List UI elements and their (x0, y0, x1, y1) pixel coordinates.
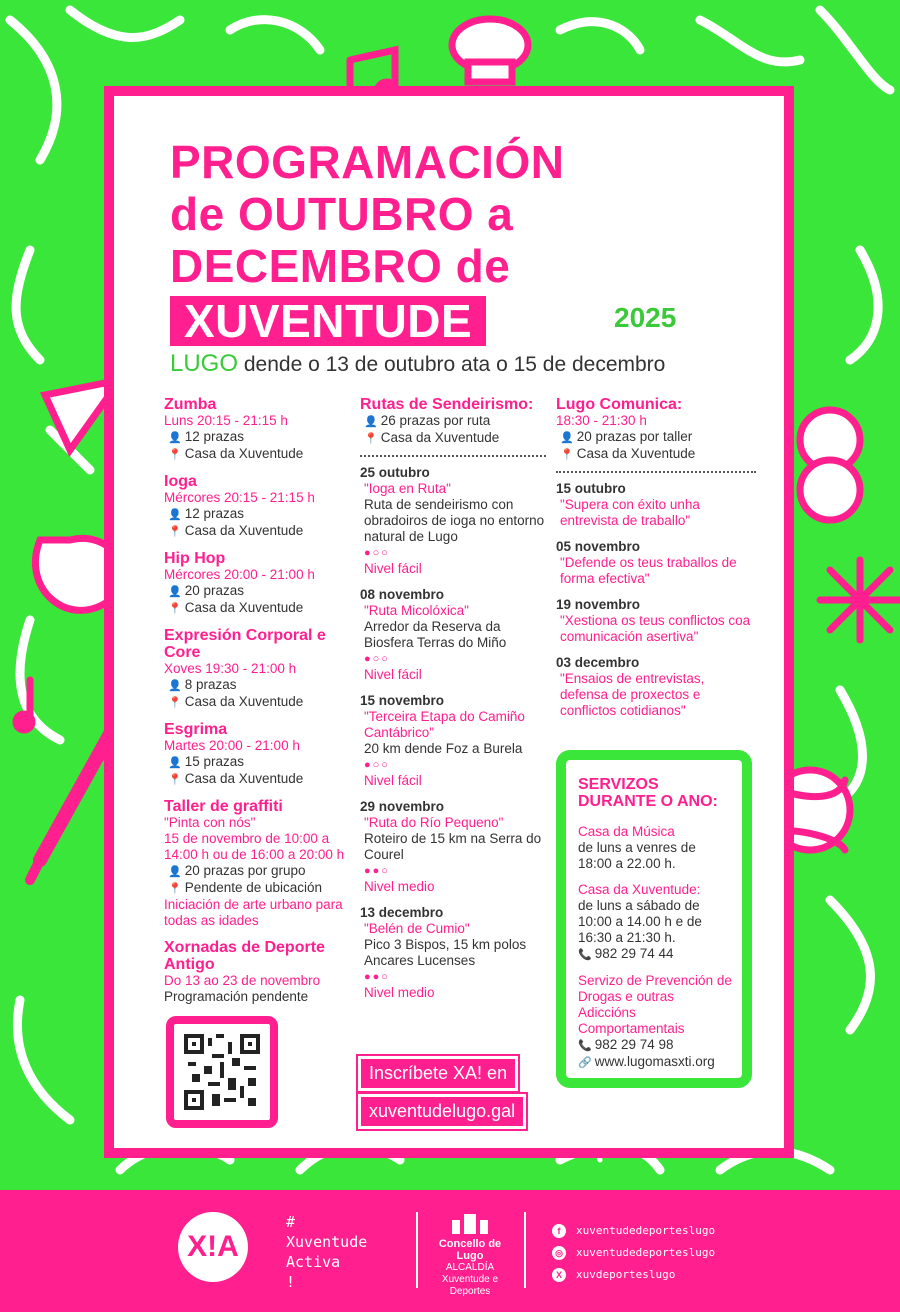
year: 2025 (614, 302, 677, 333)
hashtag-symbol: # (286, 1213, 296, 1231)
phone-icon: 📞 (578, 1040, 592, 1052)
activity-place: Casa da Xuventude (184, 446, 304, 461)
link-icon: 🔗 (578, 1057, 592, 1069)
talk-title: "Ensaios de entrevistas, defensa de proxectos e conflictos cotidianos" (560, 671, 705, 718)
route-title: "Belén de Cumio" (364, 921, 470, 936)
facebook-icon: f (552, 1224, 566, 1238)
activity-quote: "Pinta con nós" (164, 815, 256, 830)
route-item (360, 587, 546, 683)
comunica-time: 18:30 - 21:30 h (556, 413, 647, 428)
activity-time: Mércores 20:00 - 21:00 h (164, 567, 315, 582)
person-icon: 👤 (168, 680, 182, 692)
location-pin-icon: 📍 (168, 697, 182, 709)
activity-name: Ioga (164, 473, 197, 490)
title-line-3: DECEMBRO de (170, 240, 511, 292)
service-web[interactable]: www.lugomasxti.org (594, 1054, 715, 1069)
date-range: dende o 13 de outubro ata o 15 de decembro (238, 353, 666, 376)
talk-date: 03 decembro (556, 655, 640, 670)
routes-place: Casa da Xuventude (380, 430, 500, 445)
x-icon: X (552, 1268, 566, 1282)
route-level: Nivel fácil (364, 561, 422, 576)
location-pin-icon: 📍 (560, 449, 574, 461)
activity-zumba (164, 396, 354, 463)
qr-code[interactable] (166, 1016, 278, 1128)
activity-places: 12 prazas (184, 429, 244, 444)
instagram-handle[interactable]: xuventudedeporteslugo (576, 1246, 716, 1259)
routes-heading: Rutas de Sendeirismo: (360, 396, 534, 413)
person-icon: 👤 (168, 866, 182, 878)
difficulty-dots: ●○○ (364, 547, 390, 559)
signup-website-link[interactable]: xuventudelugo.gal (358, 1094, 526, 1129)
concello-logo (424, 1212, 516, 1298)
facebook-handle[interactable]: xuventudedeporteslugo (576, 1224, 716, 1237)
route-date: 13 decembro (360, 905, 444, 920)
talk-date: 19 novembro (556, 597, 641, 612)
comunica-place: Casa da Xuventude (576, 446, 696, 461)
x-handle[interactable]: xuvdeporteslugo (576, 1268, 676, 1281)
route-item (360, 799, 546, 895)
service-phone: 982 29 74 98 (594, 1037, 674, 1052)
difficulty-dots: ●●○ (364, 971, 390, 983)
castle-icon (450, 1212, 490, 1234)
comunica-heading: Lugo Comunica: (556, 396, 683, 413)
route-level: Nivel medio (364, 879, 435, 894)
activity-expresion (164, 627, 354, 711)
route-level: Nivel medio (364, 985, 435, 1000)
route-desc: Pico 3 Bispos, 15 km polos Ancares Lucenses (364, 937, 527, 968)
difficulty-dots: ●●○ (364, 865, 390, 877)
title-line-4: XUVENTUDE (170, 296, 486, 346)
services-title: SERVIZOS DURANTE O ANO: (578, 776, 718, 810)
concello-area: Xuventude e Deportes (441, 1274, 499, 1297)
phone-icon: 📞 (578, 949, 592, 961)
talk-title: "Defende os teus traballos de forma efectiva" (560, 555, 737, 586)
hashtag-line: Activa (286, 1253, 341, 1271)
talk-date: 15 outubro (556, 481, 626, 496)
route-item (360, 905, 546, 1001)
service-hours: de luns a venres de 18:00 a 22.00 h. (578, 840, 696, 871)
activity-time: Xoves 19:30 - 21:00 h (164, 661, 297, 676)
activity-place: Casa da Xuventude (184, 771, 304, 786)
activity-xornadas (164, 939, 354, 1005)
route-date: 29 novembro (360, 799, 445, 814)
route-title: "Ioga en Ruta" (364, 481, 451, 496)
service-hours: de luns a sábado de 10:00 a 14.00 h e de 16:30 a 21:30 h. (578, 898, 702, 945)
talk-item (556, 597, 756, 645)
route-desc: 20 km dende Foz a Burela (364, 741, 523, 756)
divider (556, 471, 756, 473)
location-pin-icon: 📍 (168, 526, 182, 538)
route-date: 25 outubro (360, 465, 430, 480)
location-pin-icon: 📍 (364, 433, 378, 445)
person-icon: 👤 (168, 757, 182, 769)
route-item (360, 465, 546, 577)
city: LUGO (170, 350, 239, 377)
divider (416, 1212, 418, 1288)
concello-dept: ALCALDÍA (445, 1262, 495, 1273)
footer (0, 1190, 900, 1312)
divider (524, 1212, 526, 1288)
talk-item (556, 481, 756, 529)
activity-note: Programación pendente (164, 989, 309, 1004)
service-name: Servizo de Prevención de Drogas e outras Adiccións Comportamentais (578, 973, 732, 1036)
social-links (552, 1220, 715, 1286)
activity-name: Taller de graffiti (164, 798, 283, 815)
location-pin-icon: 📍 (168, 774, 182, 786)
activity-places: 20 prazas (184, 583, 244, 598)
route-date: 15 novembro (360, 693, 445, 708)
comunica-places: 20 prazas por taller (576, 429, 693, 444)
difficulty-dots: ●○○ (364, 653, 390, 665)
activity-desc: Iniciación de arte urbano para todas as idades (164, 897, 343, 928)
instagram-icon: ◎ (552, 1246, 566, 1260)
comunica-column (556, 396, 756, 729)
talk-item (556, 539, 756, 587)
subtitle (170, 350, 665, 378)
route-item (360, 693, 546, 789)
activity-place: Casa da Xuventude (184, 600, 304, 615)
route-level: Nivel fácil (364, 773, 422, 788)
route-title: "Ruta do Río Pequeno" (364, 815, 504, 830)
route-title: "Terceira Etapa do Camiño Cantábrico" (364, 709, 525, 740)
routes-places: 26 prazas por ruta (380, 413, 491, 428)
activity-time: Mércores 20:15 - 21:15 h (164, 490, 315, 505)
activity-time: 15 de novembro de 10:00 a 14:00 h ou de 16:00 a 20:00 h (164, 831, 345, 862)
activity-name: Zumba (164, 396, 217, 413)
activity-place: Casa da Xuventude (184, 523, 304, 538)
person-icon: 👤 (168, 509, 182, 521)
title-line-1: PROGRAMACIÓN (170, 136, 565, 188)
route-desc: Arredor da Reserva da Biosfera Terras do Miño (364, 619, 507, 650)
location-pin-icon: 📍 (168, 883, 182, 895)
activity-name: Hip Hop (164, 550, 226, 567)
person-icon: 👤 (168, 586, 182, 598)
activity-place: Pendente de ubicación (184, 880, 323, 895)
route-desc: Ruta de sendeirismo con obradoiros de ioga no entorno natural de Lugo (364, 497, 545, 544)
talk-date: 05 novembro (556, 539, 641, 554)
activity-graffiti (164, 798, 354, 929)
activities-column (164, 396, 354, 1015)
activity-places: 15 prazas (184, 754, 244, 769)
person-icon: 👤 (364, 416, 378, 428)
service-name: Casa da Música (578, 824, 675, 839)
activity-time: Luns 20:15 - 21:15 h (164, 413, 288, 428)
content-frame (104, 86, 794, 1158)
activity-places: 8 prazas (184, 677, 237, 692)
location-pin-icon: 📍 (168, 603, 182, 615)
routes-column (360, 396, 546, 1011)
talk-item (556, 655, 756, 719)
services-box (556, 750, 752, 1088)
activity-places: 12 prazas (184, 506, 244, 521)
xa-logo: X!A (178, 1212, 248, 1282)
route-title: "Ruta Micolóxica" (364, 603, 469, 618)
hashtag (286, 1212, 367, 1292)
activity-place: Casa da Xuventude (184, 694, 304, 709)
service-name: Casa da Xuventude: (578, 882, 701, 897)
activity-name: Esgrima (164, 721, 228, 738)
location-pin-icon: 📍 (168, 449, 182, 461)
activity-time: Do 13 ao 23 de novembro (164, 973, 321, 988)
signup-cta: Inscríbete XA! en (358, 1056, 518, 1091)
hashtag-line: Xuventude (286, 1233, 368, 1251)
divider (360, 455, 546, 457)
qr-code-image (184, 1034, 260, 1110)
difficulty-dots: ●○○ (364, 759, 390, 771)
route-date: 08 novembro (360, 587, 445, 602)
hashtag-line: ! (286, 1273, 296, 1291)
poster-title (170, 136, 564, 347)
route-level: Nivel fácil (364, 667, 422, 682)
talk-title: "Supera con éxito unha entrevista de traballo" (560, 497, 700, 528)
person-icon: 👤 (560, 432, 574, 444)
title-line-2: de OUTUBRO a (170, 188, 514, 240)
activity-name: Expresión Corporal e Core (164, 627, 326, 661)
activity-esgrima (164, 721, 354, 788)
activity-hiphop (164, 550, 354, 617)
route-desc: Roteiro de 15 km na Serra do Courel (364, 831, 542, 862)
activity-time: Martes 20:00 - 21:00 h (164, 738, 300, 753)
activity-name: Xornadas de Deporte Antigo (164, 939, 325, 973)
person-icon: 👤 (168, 432, 182, 444)
concello-name: Concello de Lugo (438, 1238, 502, 1262)
activity-places: 20 prazas por grupo (184, 863, 306, 878)
talk-title: "Xestiona os teus conflictos coa comunicación asertiva" (560, 613, 751, 644)
activity-ioga (164, 473, 354, 540)
service-phone: 982 29 74 44 (594, 946, 674, 961)
